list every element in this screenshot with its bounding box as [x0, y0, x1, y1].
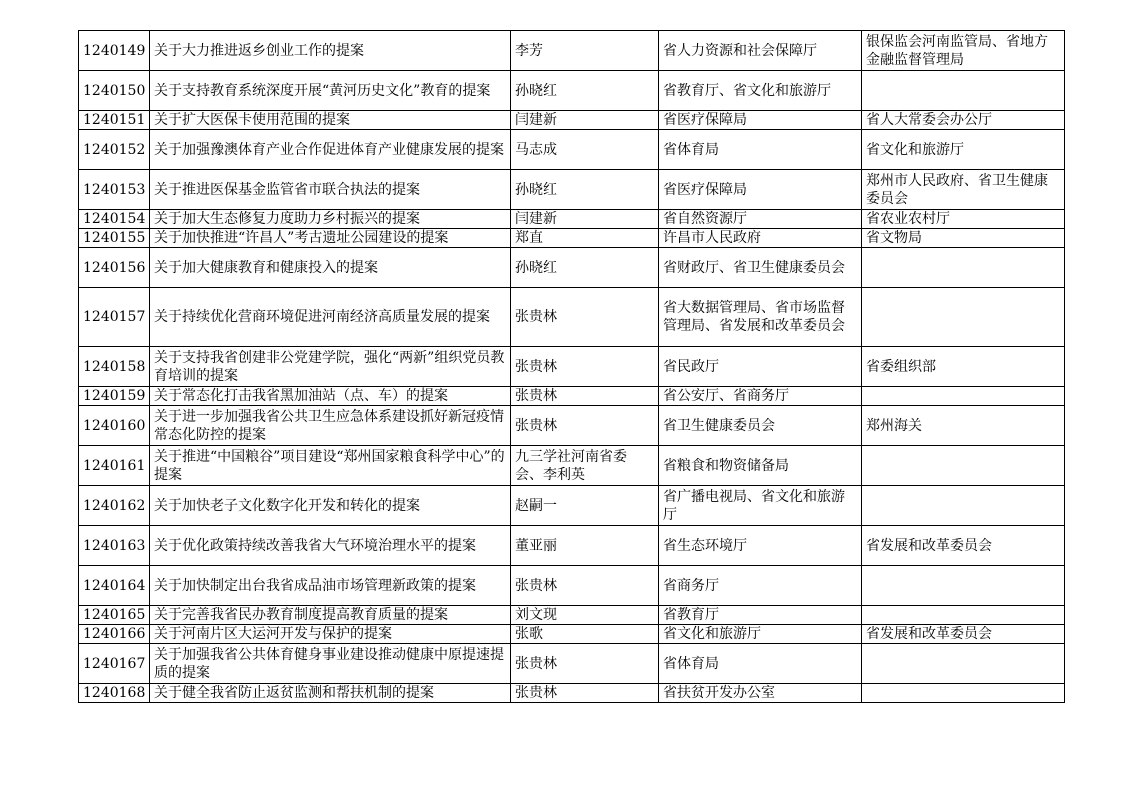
proposer-name: 孙晓红 [511, 248, 659, 288]
proposal-title: 关于加强我省公共体育健身事业建设推动健康中原提速提质的提案 [150, 644, 511, 684]
proposal-title: 关于进一步加强我省公共卫生应急体系建设抓好新冠疫情常态化防控的提案 [150, 406, 511, 446]
proposal-title: 关于完善我省民办教育制度提高教育质量的提案 [150, 606, 511, 625]
proposal-number: 1240165 [79, 606, 150, 625]
table-row [79, 71, 1065, 111]
proposal-title: 关于加快制定出台我省成品油市场管理新政策的提案 [150, 566, 511, 606]
table-row [79, 644, 1065, 684]
table-row [79, 111, 1065, 130]
table-row [79, 210, 1065, 229]
assisting-department: 省农业农村厅 [862, 210, 1065, 229]
assisting-department [862, 486, 1065, 526]
lead-department: 省医疗保障局 [659, 170, 862, 210]
proposal-number: 1240150 [79, 71, 150, 111]
proposal-table [78, 30, 1065, 703]
proposer-name: 张贵林 [511, 406, 659, 446]
table-row [79, 526, 1065, 566]
lead-department: 省粮食和物资储备局 [659, 446, 862, 486]
proposal-number: 1240158 [79, 347, 150, 387]
assisting-department: 郑州市人民政府、省卫生健康委员会 [862, 170, 1065, 210]
proposer-name: 孙晓红 [511, 170, 659, 210]
proposal-title: 关于加大生态修复力度助力乡村振兴的提案 [150, 210, 511, 229]
proposer-name: 马志成 [511, 130, 659, 170]
lead-department: 省卫生健康委员会 [659, 406, 862, 446]
proposal-number: 1240149 [79, 31, 150, 71]
proposer-name: 张贵林 [511, 684, 659, 703]
proposal-number: 1240153 [79, 170, 150, 210]
table-row [79, 566, 1065, 606]
proposer-name: 九三学社河南省委会、李利英 [511, 446, 659, 486]
lead-department: 省文化和旅游厅 [659, 625, 862, 644]
table-row [79, 130, 1065, 170]
proposal-number: 1240155 [79, 229, 150, 248]
proposer-name: 李芳 [511, 31, 659, 71]
proposal-number: 1240156 [79, 248, 150, 288]
assisting-department: 郑州海关 [862, 406, 1065, 446]
lead-department: 省公安厅、省商务厅 [659, 387, 862, 406]
lead-department: 省大数据管理局、省市场监督管理局、省发展和改革委员会 [659, 288, 862, 347]
lead-department: 省广播电视局、省文化和旅游厅 [659, 486, 862, 526]
assisting-department: 省委组织部 [862, 347, 1065, 387]
assisting-department: 省人大常委会办公厅 [862, 111, 1065, 130]
proposer-name: 孙晓红 [511, 71, 659, 111]
table-row [79, 31, 1065, 71]
assisting-department [862, 644, 1065, 684]
proposal-table-body [79, 31, 1065, 703]
table-row [79, 229, 1065, 248]
proposal-title: 关于大力推进返乡创业工作的提案 [150, 31, 511, 71]
assisting-department [862, 606, 1065, 625]
proposer-name: 闫建新 [511, 111, 659, 130]
table-row [79, 446, 1065, 486]
proposal-number: 1240167 [79, 644, 150, 684]
assisting-department: 省发展和改革委员会 [862, 625, 1065, 644]
proposer-name: 张歌 [511, 625, 659, 644]
proposer-name: 张贵林 [511, 288, 659, 347]
proposal-title: 关于支持我省创建非公党建学院，强化“两新”组织党员教育培训的提案 [150, 347, 511, 387]
proposer-name: 张贵林 [511, 347, 659, 387]
lead-department: 省医疗保障局 [659, 111, 862, 130]
proposal-number: 1240161 [79, 446, 150, 486]
table-row [79, 288, 1065, 347]
proposal-number: 1240159 [79, 387, 150, 406]
proposer-name: 张贵林 [511, 644, 659, 684]
proposal-title: 关于加强豫澳体育产业合作促进体育产业健康发展的提案 [150, 130, 511, 170]
proposal-number: 1240168 [79, 684, 150, 703]
lead-department: 省生态环境厅 [659, 526, 862, 566]
proposal-title: 关于优化政策持续改善我省大气环境治理水平的提案 [150, 526, 511, 566]
proposal-title: 关于推进“中国粮谷”项目建设“郑州国家粮食科学中心”的提案 [150, 446, 511, 486]
proposal-title: 关于支持教育系统深度开展“黄河历史文化”教育的提案 [150, 71, 511, 111]
lead-department: 省体育局 [659, 644, 862, 684]
lead-department: 省财政厅、省卫生健康委员会 [659, 248, 862, 288]
lead-department: 许昌市人民政府 [659, 229, 862, 248]
table-row [79, 406, 1065, 446]
assisting-department [862, 387, 1065, 406]
assisting-department: 省发展和改革委员会 [862, 526, 1065, 566]
proposal-number: 1240151 [79, 111, 150, 130]
proposer-name: 闫建新 [511, 210, 659, 229]
assisting-department [862, 71, 1065, 111]
proposal-title: 关于推进医保基金监管省市联合执法的提案 [150, 170, 511, 210]
assisting-department: 省文化和旅游厅 [862, 130, 1065, 170]
proposal-title: 关于河南片区大运河开发与保护的提案 [150, 625, 511, 644]
table-row [79, 387, 1065, 406]
lead-department: 省扶贫开发办公室 [659, 684, 862, 703]
assisting-department: 省文物局 [862, 229, 1065, 248]
lead-department: 省民政厅 [659, 347, 862, 387]
assisting-department: 银保监会河南监管局、省地方金融监督管理局 [862, 31, 1065, 71]
proposal-number: 1240160 [79, 406, 150, 446]
proposal-title: 关于加快推进“许昌人”考古遗址公园建设的提案 [150, 229, 511, 248]
proposal-number: 1240154 [79, 210, 150, 229]
table-row [79, 347, 1065, 387]
proposer-name: 张贵林 [511, 566, 659, 606]
assisting-department [862, 566, 1065, 606]
proposal-title: 关于常态化打击我省黑加油站（点、车）的提案 [150, 387, 511, 406]
proposal-number: 1240157 [79, 288, 150, 347]
proposer-name: 赵嗣一 [511, 486, 659, 526]
proposer-name: 董亚丽 [511, 526, 659, 566]
proposal-title: 关于扩大医保卡使用范围的提案 [150, 111, 511, 130]
lead-department: 省教育厅 [659, 606, 862, 625]
proposal-title: 关于健全我省防止返贫监测和帮扶机制的提案 [150, 684, 511, 703]
table-row [79, 248, 1065, 288]
proposal-number: 1240163 [79, 526, 150, 566]
lead-department: 省体育局 [659, 130, 862, 170]
assisting-department [862, 446, 1065, 486]
table-row [79, 170, 1065, 210]
proposal-table-page [78, 30, 1064, 703]
assisting-department [862, 288, 1065, 347]
proposal-title: 关于加快老子文化数字化开发和转化的提案 [150, 486, 511, 526]
assisting-department [862, 684, 1065, 703]
table-row [79, 684, 1065, 703]
assisting-department [862, 248, 1065, 288]
proposal-number: 1240164 [79, 566, 150, 606]
proposal-number: 1240152 [79, 130, 150, 170]
table-row [79, 625, 1065, 644]
lead-department: 省教育厅、省文化和旅游厅 [659, 71, 862, 111]
table-row [79, 606, 1065, 625]
lead-department: 省商务厅 [659, 566, 862, 606]
proposer-name: 张贵林 [511, 387, 659, 406]
proposal-number: 1240162 [79, 486, 150, 526]
proposal-number: 1240166 [79, 625, 150, 644]
table-row [79, 486, 1065, 526]
lead-department: 省自然资源厅 [659, 210, 862, 229]
proposal-title: 关于加大健康教育和健康投入的提案 [150, 248, 511, 288]
proposer-name: 郑直 [511, 229, 659, 248]
proposal-title: 关于持续优化营商环境促进河南经济高质量发展的提案 [150, 288, 511, 347]
lead-department: 省人力资源和社会保障厅 [659, 31, 862, 71]
proposer-name: 刘文现 [511, 606, 659, 625]
